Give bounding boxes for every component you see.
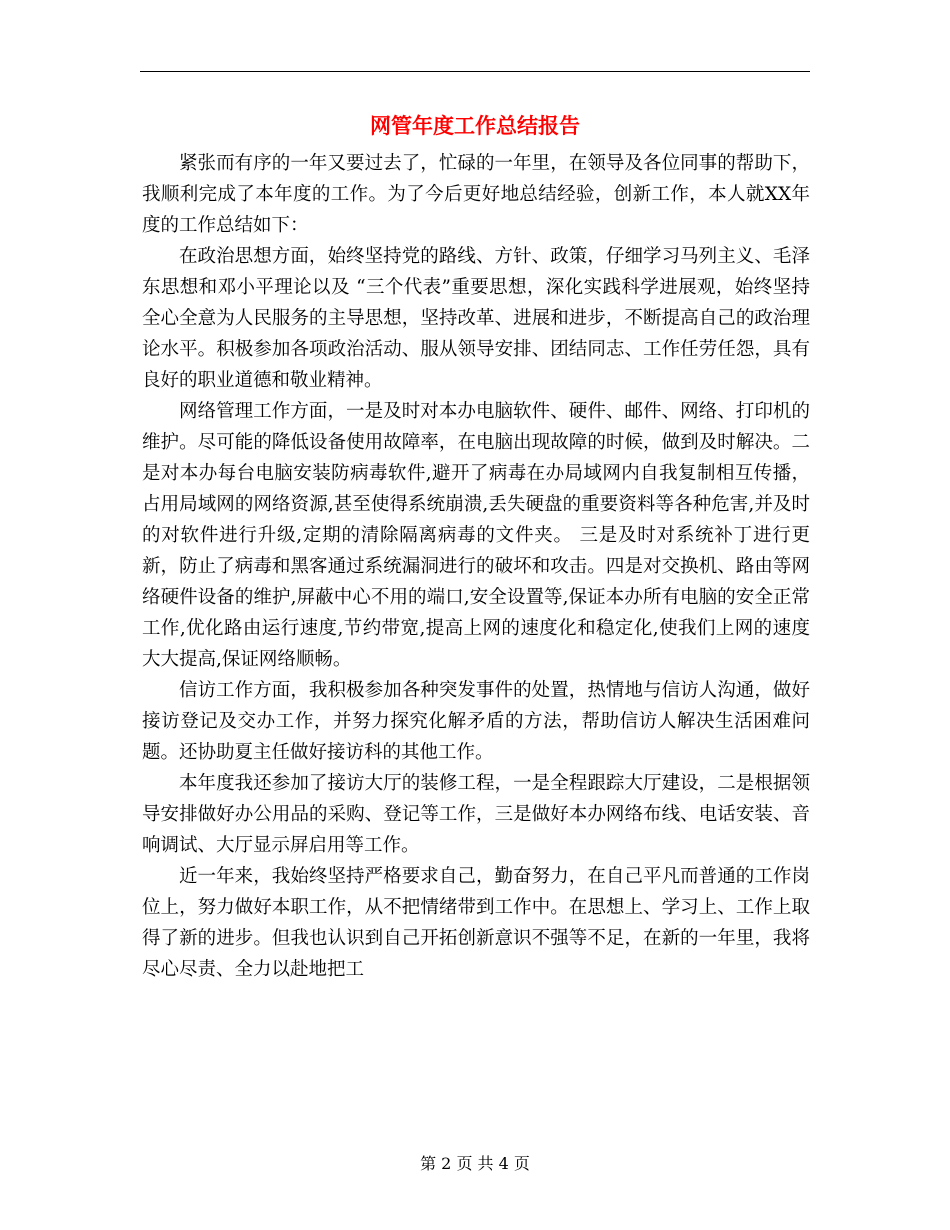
- paragraph-network: 网络管理工作方面，一是及时对本办电脑软件、硬件、邮件、网络、打印机的维护。尽可能的降低设备使用故障率，在电脑出现故障的时候，做到及时解决。二是对本办每台电脑安装防病毒软件,避开了病毒在办局域网内自我复制相互传播，占用局域网的网络资源,甚至使得系统崩溃,丢失硬盘的重要资料等各种危害,并及时的对软件进行升级,定期的清除隔离病毒的文件夹。 三是及时对系统补丁进行更新，防止了病毒和黑客通过系统漏洞进行的破坏和攻击。四是对交换机、路由等网络硬件设备的维护,屏蔽中心不用的端口,安全设置等,保证本办所有电脑的安全正常工作,优化路由运行速度,节约带宽,提高上网的速度化和稳定化,使我们上网的速度大大提高,保证网络顺畅。: [142, 401, 810, 670]
- header-rule: [140, 71, 810, 72]
- paragraph-renovation: 本年度我还参加了接访大厅的装修工程，一是全程跟踪大厅建设，二是根据领导安排做好办公用品的采购、登记等工作，三是做好本办网络布线、电话安装、音响调试、大厅显示屏启用等工作。: [142, 773, 810, 856]
- paragraph-intro: 紧张而有序的一年又要过去了，忙碌的一年里，在领导及各位同事的帮助下，我顺利完成了本年度的工作。为了今后更好地总结经验，创新工作，本人就XX年度的工作总结如下：: [142, 153, 810, 236]
- paragraph-political: 在政治思想方面，始终坚持党的路线、方针、政策，仔细学习马列主义、毛泽东思想和邓小平理论以及 “三个代表”重要思想，深化实践科学进展观，始终坚持全心全意为人民服务的主导思想，坚持改革、进展和进步，不断提高自己的政治理论水平。积极参加各项政治活动、服从领导安排、团结同志、工作任劳任怨，具有良好的职业道德和敬业精神。: [142, 246, 810, 391]
- paragraph-summary: 近一年来，我始终坚持严格要求自己，勤奋努力，在自己平凡而普通的工作岗位上，努力做好本职工作，从不把情绪带到工作中。在思想上、学习上、工作上取得了新的进步。但我也认识到自己开拓创新意识不强等不足，在新的一年里，我将尽心尽责、全力以赴地把工: [142, 866, 810, 980]
- paragraph-petition: 信访工作方面，我积极参加各种突发事件的处置，热情地与信访人沟通，做好接访登记及交办工作，并努力探究化解矛盾的方法，帮助信访人解决生活困难问题。还协助夏主任做好接访科的其他工作。: [142, 680, 810, 763]
- page-title: 网管年度工作总结报告: [370, 113, 580, 138]
- page-number: 第 2 页 共 4 页: [420, 1154, 530, 1173]
- document-body: [142, 148, 810, 985]
